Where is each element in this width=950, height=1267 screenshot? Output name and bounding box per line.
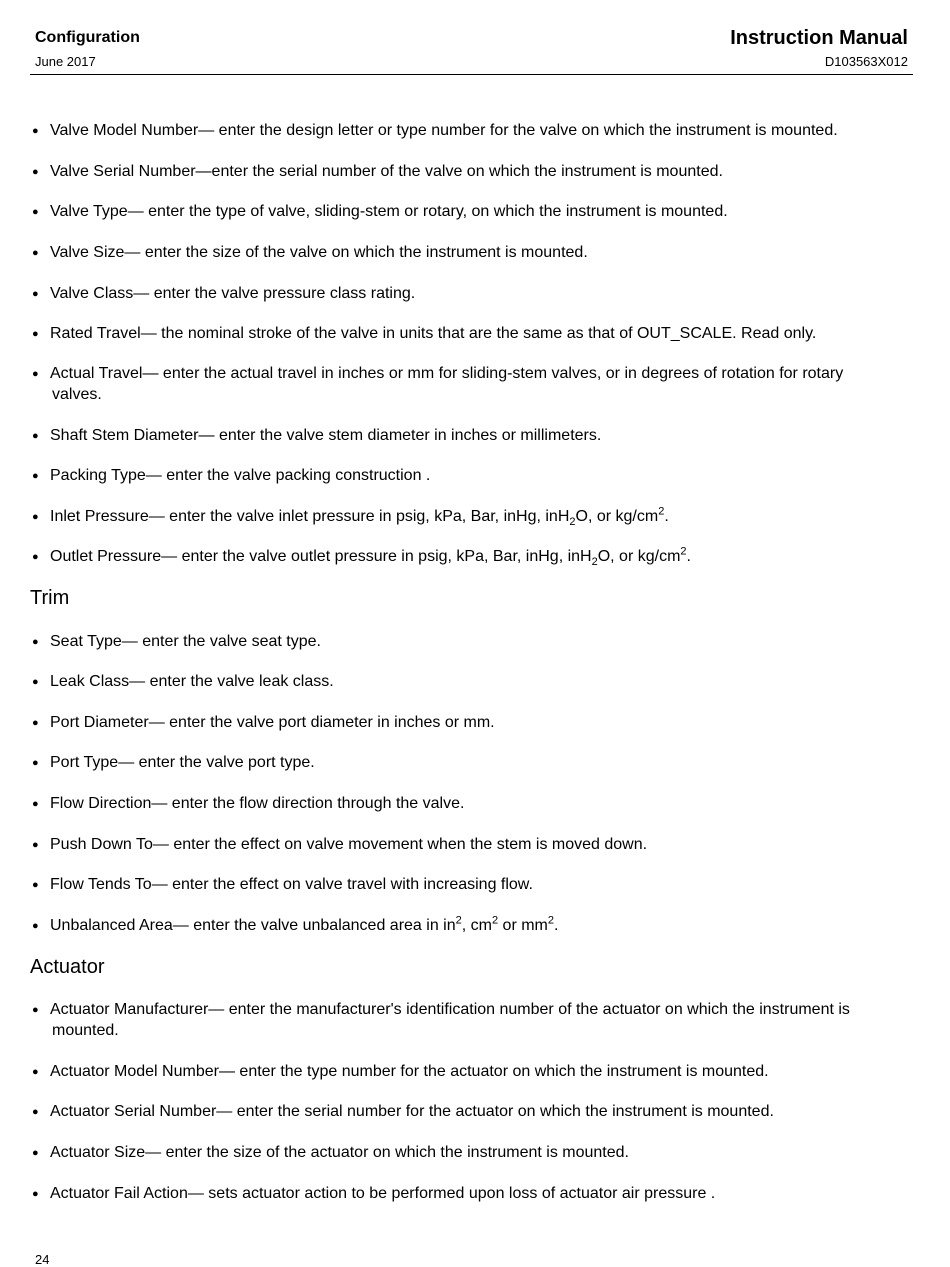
item-term: Valve Type [50,203,128,220]
trim-heading: Trim [30,587,70,609]
actuator-heading: Actuator [30,956,105,978]
bullet-icon [32,671,39,694]
item-description: — enter the size of the actuator on which the instrument is mounted. [145,1144,629,1161]
superscript: 2 [658,505,665,518]
item-term: Inlet Pressure [50,508,149,525]
document-number: D103563X012 [824,54,908,69]
bullet-icon [32,506,39,529]
item-description-end: . [686,548,691,565]
item-term: Valve Class [50,285,134,302]
item-description: — enter the type number for the actuator on which the instrument is mounted. [218,1063,769,1080]
bullet-icon [32,242,39,265]
bullet-icon [32,631,39,654]
item-term: Packing Type [50,467,146,484]
bullet-icon [32,363,39,386]
page-header [30,0,913,76]
item-term: Outlet Pressure [50,548,162,565]
item-description: — enter the effect on valve travel with increasing flow. [151,876,533,893]
item-description: — enter the actual travel in inches or mm for sliding-stem valves, or in degrees of rotation for rotary [142,365,844,382]
item-term: Flow Tends To [50,876,152,893]
item-term: Actuator Model Number [50,1063,219,1080]
manual-title: Instruction Manual [730,27,908,49]
item-description: — enter the valve stem diameter in inches or millimeters. [198,427,602,444]
item-term: Push Down To [50,836,153,853]
item-term: Unbalanced Area [50,917,173,934]
item-description-part: or mm [498,917,548,934]
bullet-icon [32,752,39,775]
header-rule [30,74,913,75]
item-term: Seat Type [50,633,122,650]
bullet-icon [32,1142,39,1165]
item-description: — enter the flow direction through the valve. [151,795,465,812]
item-description: — the nominal stroke of the valve in units that are the same as that of OUT_SCALE. Read only. [140,325,817,342]
item-description: —enter the serial number of the valve on which the instrument is mounted. [195,163,723,180]
superscript: 2 [491,914,499,927]
bullet-icon [32,425,39,448]
subscript: 2 [569,516,576,529]
item-term: Valve Serial Number [50,163,196,180]
superscript: 2 [680,545,687,558]
bullet-icon [32,834,39,857]
item-description-part: O, or kg/cm [575,508,659,525]
item-description-continued: valves. [52,386,102,403]
item-term: Port Type [50,754,119,771]
bullet-icon [32,793,39,816]
item-term: Shaft Stem Diameter [50,427,199,444]
item-description: — enter the manufacturer's identification number of the actuator on which the instrument is [208,1001,850,1018]
item-term: Valve Size [50,244,125,261]
bullet-icon [32,1101,39,1124]
item-term: Valve Model Number [50,122,199,139]
subscript: 2 [591,556,598,569]
item-description: — enter the valve unbalanced area in in [172,917,456,934]
item-description-part: , cm [461,917,492,934]
superscript: 2 [455,914,462,927]
bullet-icon [32,161,39,184]
item-description-part: O, or kg/cm [597,548,681,565]
bullet-icon [32,465,39,488]
item-description-end: . [554,917,559,934]
item-term: Actuator Size [50,1144,146,1161]
item-description: — enter the serial number for the actuator on which the instrument is mounted. [216,1103,774,1120]
section-title: Configuration [35,29,140,46]
page-number: 24 [35,1252,50,1267]
item-description: — enter the valve outlet pressure in psig, kPa, Bar, inHg, inH [161,548,592,565]
bullet-icon [32,915,39,938]
item-description: — enter the type of valve, sliding-stem or rotary, on which the instrument is mounted. [127,203,728,220]
item-description: — enter the valve seat type. [121,633,321,650]
item-term: Actuator Fail Action [50,1185,188,1202]
bullet-icon [32,712,39,735]
item-term: Actuator Manufacturer [50,1001,209,1018]
item-description: — enter the valve port diameter in inches or mm. [148,714,495,731]
item-description-end: . [664,508,669,525]
item-term: Actual Travel [50,365,143,382]
item-description: — enter the valve inlet pressure in psig, kPa, Bar, inHg, inH [148,508,570,525]
bullet-icon [32,323,39,346]
bullet-icon [32,874,39,897]
bullet-icon [32,546,39,569]
item-term: Port Diameter [50,714,149,731]
bullet-icon [32,120,39,143]
item-term: Actuator Serial Number [50,1103,217,1120]
item-description: — enter the valve pressure class rating. [133,285,416,302]
publication-date: June 2017 [35,54,96,69]
bullet-icon [32,999,39,1022]
item-description-continued: mounted. [52,1022,119,1039]
bullet-icon [32,283,39,306]
superscript: 2 [547,914,554,927]
bullet-icon [32,1183,39,1206]
item-term: Flow Direction [50,795,152,812]
item-term: Rated Travel [50,325,141,342]
item-description: — enter the valve port type. [118,754,315,771]
item-description: — enter the size of the valve on which the instrument is mounted. [124,244,588,261]
item-term: Leak Class [50,673,130,690]
item-description: — enter the valve packing construction . [145,467,431,484]
item-description: — enter the valve leak class. [129,673,334,690]
bullet-icon [32,1061,39,1084]
bullet-icon [32,201,39,224]
item-description: — sets actuator action to be performed upon loss of actuator air pressure . [187,1185,716,1202]
item-description: — enter the effect on valve movement when the stem is moved down. [152,836,648,853]
item-description: — enter the design letter or type number for the valve on which the instrument is mounted. [198,122,838,139]
